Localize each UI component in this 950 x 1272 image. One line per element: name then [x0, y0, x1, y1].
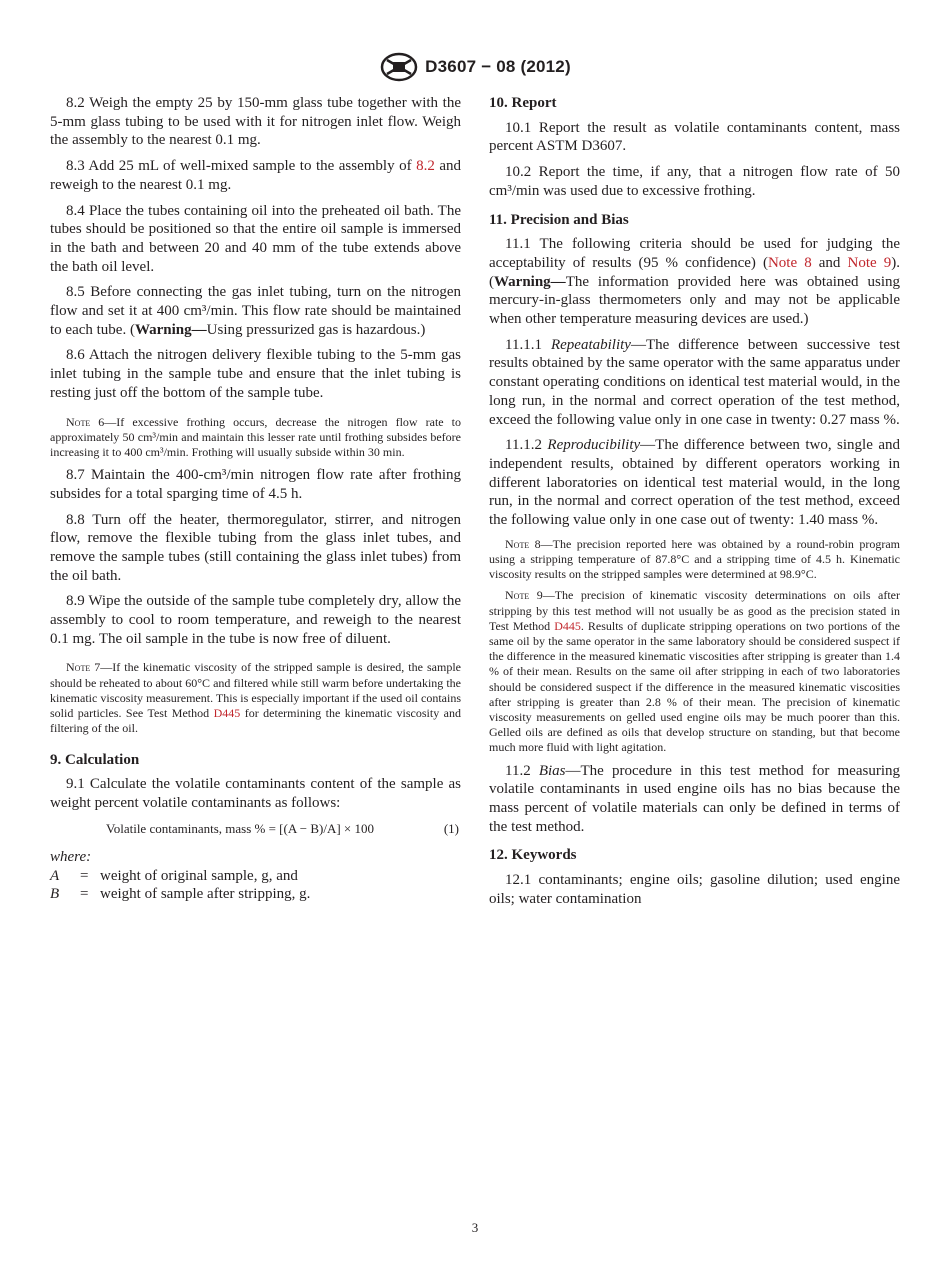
- paragraph-11-1-2: [489, 436, 900, 530]
- text: for determining the kinematic viscosity and filtering of the oil.: [50, 706, 461, 736]
- text: —The precision of kinematic viscosity determinations on oils after stripping by this test method will not usually be as good as the precision stated in Test Method: [489, 588, 900, 633]
- text: Using pressurized gas is hazardous.): [206, 321, 426, 338]
- warning-label: Warning—: [494, 273, 566, 290]
- paragraph-8-5: [50, 283, 461, 339]
- text: 11.1.1: [505, 336, 551, 353]
- note-9-link[interactable]: Note 9: [847, 254, 892, 271]
- text: —The precision reported here was obtained by a round-robin program using a stripping temperature of 87.8°C and a stripping time of 4.5 h. Kinematic viscosity results on the stripped samples were determined at 98.9°C.: [489, 536, 900, 582]
- note-label: Note 7: [66, 660, 101, 675]
- note-8-link[interactable]: Note 8: [767, 254, 812, 271]
- text: 8.3 Add 25 mL of well-mixed sample to the assembly of: [66, 158, 417, 175]
- paragraph-11-2: [489, 762, 900, 837]
- equals: =: [80, 886, 89, 903]
- definition-b: [50, 885, 461, 903]
- equals: =: [80, 868, 89, 885]
- paragraph-10-2: 10.2 Report the time, if any, that a nitrogen flow rate of 50 cm³/min was used due to excessive frothing.: [489, 164, 900, 199]
- document-designation: D3607 − 08 (2012): [425, 57, 571, 76]
- d445-link[interactable]: D445: [554, 618, 581, 633]
- note-7: [50, 660, 461, 736]
- section-heading-10: 10. Report: [489, 95, 557, 111]
- warning-label: Warning—: [134, 321, 207, 338]
- equation-number: (1): [443, 820, 459, 836]
- where-label: where:: [50, 849, 92, 866]
- term: Reproducibility: [547, 437, 641, 454]
- paragraph-8-9: 8.9 Wipe the outside of the sample tube completely dry, allow the assembly to cool to room temperature, and reweigh to the nearest 0.1 mg. The oil sample in the tube is now free of diluent.: [50, 593, 461, 647]
- text: —The procedure in this test method for measuring volatile contaminants in used engine oils has no bias because the mass percent of volatile materials can only be defined in terms of the test method.: [489, 762, 900, 835]
- text: —The difference between successive test results obtained by the same operator with the same apparatus under constant operating conditions on identical test material would, in the long run, in the normal and correct operation of the test method, exceed the following value only in one case in twenty: 0.27 mass %.: [489, 336, 900, 428]
- definition-text: weight of sample after stripping, g.: [100, 886, 311, 903]
- text: ). (: [489, 254, 900, 290]
- page-header: [0, 52, 950, 82]
- section-link-8-2[interactable]: 8.2: [416, 158, 435, 175]
- text: 8.5 Before connecting the gas inlet tubing, turn on the nitrogen flow and set it at 400 cm³/min. This flow rate should be maintained to each tube. (: [50, 284, 461, 338]
- section-heading-12: 12. Keywords: [489, 847, 577, 864]
- text: The information provided here was obtained using mercury-in-glass thermometers only and may not be applicable when other temperature measuring devices are used.): [489, 273, 900, 328]
- text: 11.2: [505, 762, 539, 779]
- text: —If excessive frothing occurs, decrease the nitrogen flow rate to approximately 50 cm³/min and maintain this lesser rate until frothing subsides before increasing it to 400 cm³/min. Frothing will usually subside within 30 min.: [50, 414, 461, 459]
- variable: A: [50, 868, 60, 885]
- paragraph-8-4: 8.4 Place the tubes containing oil into the preheated oil bath. The tubes should be positioned so that the entire oil sample is immersed in the bath and between 20 and 40 mm of the tube extends above the bath oil level.: [50, 202, 461, 275]
- text: —If the kinematic viscosity of the stripped sample is desired, the sample should be reheated to about 60°C and filtered while still warm before undertaking the kinematic viscosity measurement. This is especially important if the used oil contains solid particles. See Test Method: [50, 660, 462, 721]
- section-heading-11: 11. Precision and Bias: [489, 211, 629, 228]
- text: and: [811, 254, 848, 271]
- paragraph-9-1: 9.1 Calculate the volatile contaminants content of the sample as weight percent volatile contaminants as follows:: [50, 776, 461, 811]
- left-column: [50, 94, 461, 903]
- text: 11.1.2: [505, 437, 548, 454]
- d445-link[interactable]: D445: [213, 706, 241, 721]
- text: 11.1 The following criteria should be used for judging the acceptability of results (95 % confidence) (: [489, 236, 900, 271]
- variable: B: [50, 886, 60, 903]
- section-heading-9: 9. Calculation: [50, 751, 140, 768]
- note-8: [489, 537, 900, 583]
- paragraph-8-2: 8.2 Weigh the empty 25 by 150-mm glass tube together with the 5-mm glass tubing to be used with it for nitrogen inlet flow. Weigh the assembly to the nearest 0.1 mg.: [50, 95, 461, 149]
- astm-logo-icon: [379, 52, 419, 82]
- paragraph-11-1: [489, 235, 900, 329]
- note-label: Note 6: [66, 414, 105, 429]
- paragraph-8-7: 8.7 Maintain the 400-cm³/min nitrogen flow rate after frothing subsides for a total sparging time of 4.5 h.: [50, 467, 461, 502]
- paragraph-8-8: 8.8 Turn off the heater, thermoregulator, stirrer, and nitrogen flow, remove the flexible tubing from the glass inlet tubes, and remove the sample tubes (still containing the glass inlet tubes) from the oil bath.: [50, 511, 461, 584]
- equation-1: [50, 820, 461, 839]
- page-number: 3: [471, 1220, 479, 1235]
- definition-text: weight of original sample, g, and: [100, 868, 298, 885]
- term: Repeatability: [550, 336, 631, 353]
- note-label: Note 9: [505, 588, 543, 603]
- term: Bias: [538, 762, 566, 779]
- note-9: [489, 588, 900, 755]
- paragraph-11-1-1: [489, 336, 900, 430]
- equation-formula: Volatile contaminants, mass % = [(A − B)/A] × 100: [106, 820, 374, 836]
- text: and reweigh to the nearest 0.1 mg.: [50, 158, 461, 193]
- definition-a: [50, 867, 461, 885]
- paragraph-8-3: [50, 157, 461, 194]
- text: —The difference between two, single and independent results, obtained by different operators working in different laboratories on identical test material would, in the long run, in the normal and correct operation of the test method, exceed the following value only in one case out of twenty: 1.40 mass %.: [489, 437, 900, 529]
- note-6: [50, 415, 461, 461]
- text: . Results of duplicate stripping operations on two portions of the same oil by the same operator in the same laboratory should be considered suspect if the difference in the measured kinematic viscosities after stripping is greater than 1.4 % of their mean. Results on the same oil after stripping in each of two laboratories should be considered suspect if the difference in the measured kinematic viscosities after stripping is greater than 2.8 % of their mean. The precision of kinematic viscosity measurements on gelled used engine oils may be much poorer than this. Gelled oils are defined as oils that develop structure on standing, but that become much more fluid with light agitation.: [489, 618, 900, 755]
- paragraph-8-6: 8.6 Attach the nitrogen delivery flexible tubing to the 5-mm gas inlet tubing in the sample tube and ensure that the inlet tubing is resting just off the bottom of the sample tube.: [50, 347, 461, 401]
- paragraph-12-1: 12.1 contaminants; engine oils; gasoline dilution; used engine oils; water contamination: [489, 872, 900, 907]
- right-column: [489, 94, 900, 916]
- note-label: Note 8: [505, 536, 541, 551]
- paragraph-10-1: 10.1 Report the result as volatile contaminants content, mass percent ASTM D3607.: [489, 119, 900, 155]
